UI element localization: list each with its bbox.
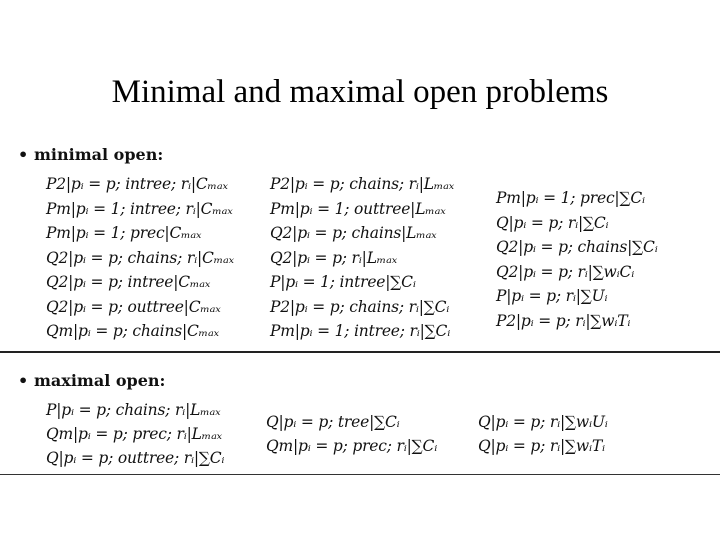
problem-item: Q|pᵢ = p; outtree; rᵢ|∑Cᵢ [46,449,225,467]
problem-item: Qm|pᵢ = p; prec; rᵢ|∑Cᵢ [266,437,438,455]
problem-item: Pm|pᵢ = 1; prec|∑Cᵢ [496,189,645,207]
problem-item: P|pᵢ = p; chains; rᵢ|Lₘₐₓ [46,401,221,419]
minimal-open-label: minimal open: [34,145,164,164]
problem-item: Q2|pᵢ = p; chains|Lₘₐₓ [270,224,437,242]
bullet-icon: • [18,145,29,164]
problem-item: P2|pᵢ = p; intree; rᵢ|Cₘₐₓ [46,175,228,193]
problem-item: Pm|pᵢ = 1; intree; rᵢ|Cₘₐₓ [46,199,233,218]
problem-item: Q|pᵢ = p; rᵢ|∑wᵢTᵢ [478,437,605,455]
maximal-col-3 [478,410,608,458]
problem-item: Q|pᵢ = p; tree|∑Cᵢ [266,413,400,431]
problem-item: Q2|pᵢ = p; rᵢ|Lₘₐₓ [270,248,398,267]
minimal-open-header [18,145,163,164]
maximal-open-label: maximal open: [34,371,166,390]
minimal-col-2 [270,172,454,344]
problem-item: Pm|pᵢ = 1; intree; rᵢ|∑Cᵢ [270,322,451,340]
problem-item: P2|pᵢ = p; rᵢ|∑wᵢTᵢ [496,311,631,330]
problem-item: Q2|pᵢ = p; outtree|Cₘₐₓ [46,297,221,316]
bottom-rule [0,474,720,475]
problem-item: Qm|pᵢ = p; prec; rᵢ|Lₘₐₓ [46,425,222,443]
problem-item: Q2|pᵢ = p; intree|Cₘₐₓ [46,273,211,291]
slide-title: Minimal and maximal open problems [111,74,609,110]
minimal-col-1 [46,172,234,344]
problem-item: Qm|pᵢ = p; chains|Cₘₐₓ [46,322,219,340]
problem-item: Pm|pᵢ = 1; outtree|Lₘₐₓ [270,199,446,218]
problem-item: P2|pᵢ = p; chains; rᵢ|Lₘₐₓ [270,175,455,193]
maximal-col-1 [46,398,224,470]
maximal-col-2 [266,410,437,458]
problem-item: Q|pᵢ = p; rᵢ|∑Cᵢ [496,213,609,232]
problem-item: Q2|pᵢ = p; chains; rᵢ|Cₘₐₓ [46,248,234,267]
problem-item: P|pᵢ = p; rᵢ|∑Uᵢ [496,287,608,305]
problem-item: Q2|pᵢ = p; chains|∑Cᵢ [496,238,658,256]
section-divider [0,351,720,353]
problem-item: Q2|pᵢ = p; rᵢ|∑wᵢCᵢ [496,262,635,281]
minimal-col-3 [496,186,658,333]
maximal-open-header [18,371,165,390]
problem-item: P2|pᵢ = p; chains; rᵢ|∑Cᵢ [270,297,450,316]
problem-item: Pm|pᵢ = 1; prec|Cₘₐₓ [46,224,202,242]
problem-item: P|pᵢ = 1; intree|∑Cᵢ [270,273,416,291]
problem-item: Q|pᵢ = p; rᵢ|∑wᵢUᵢ [478,413,608,431]
bullet-icon: • [18,371,29,390]
